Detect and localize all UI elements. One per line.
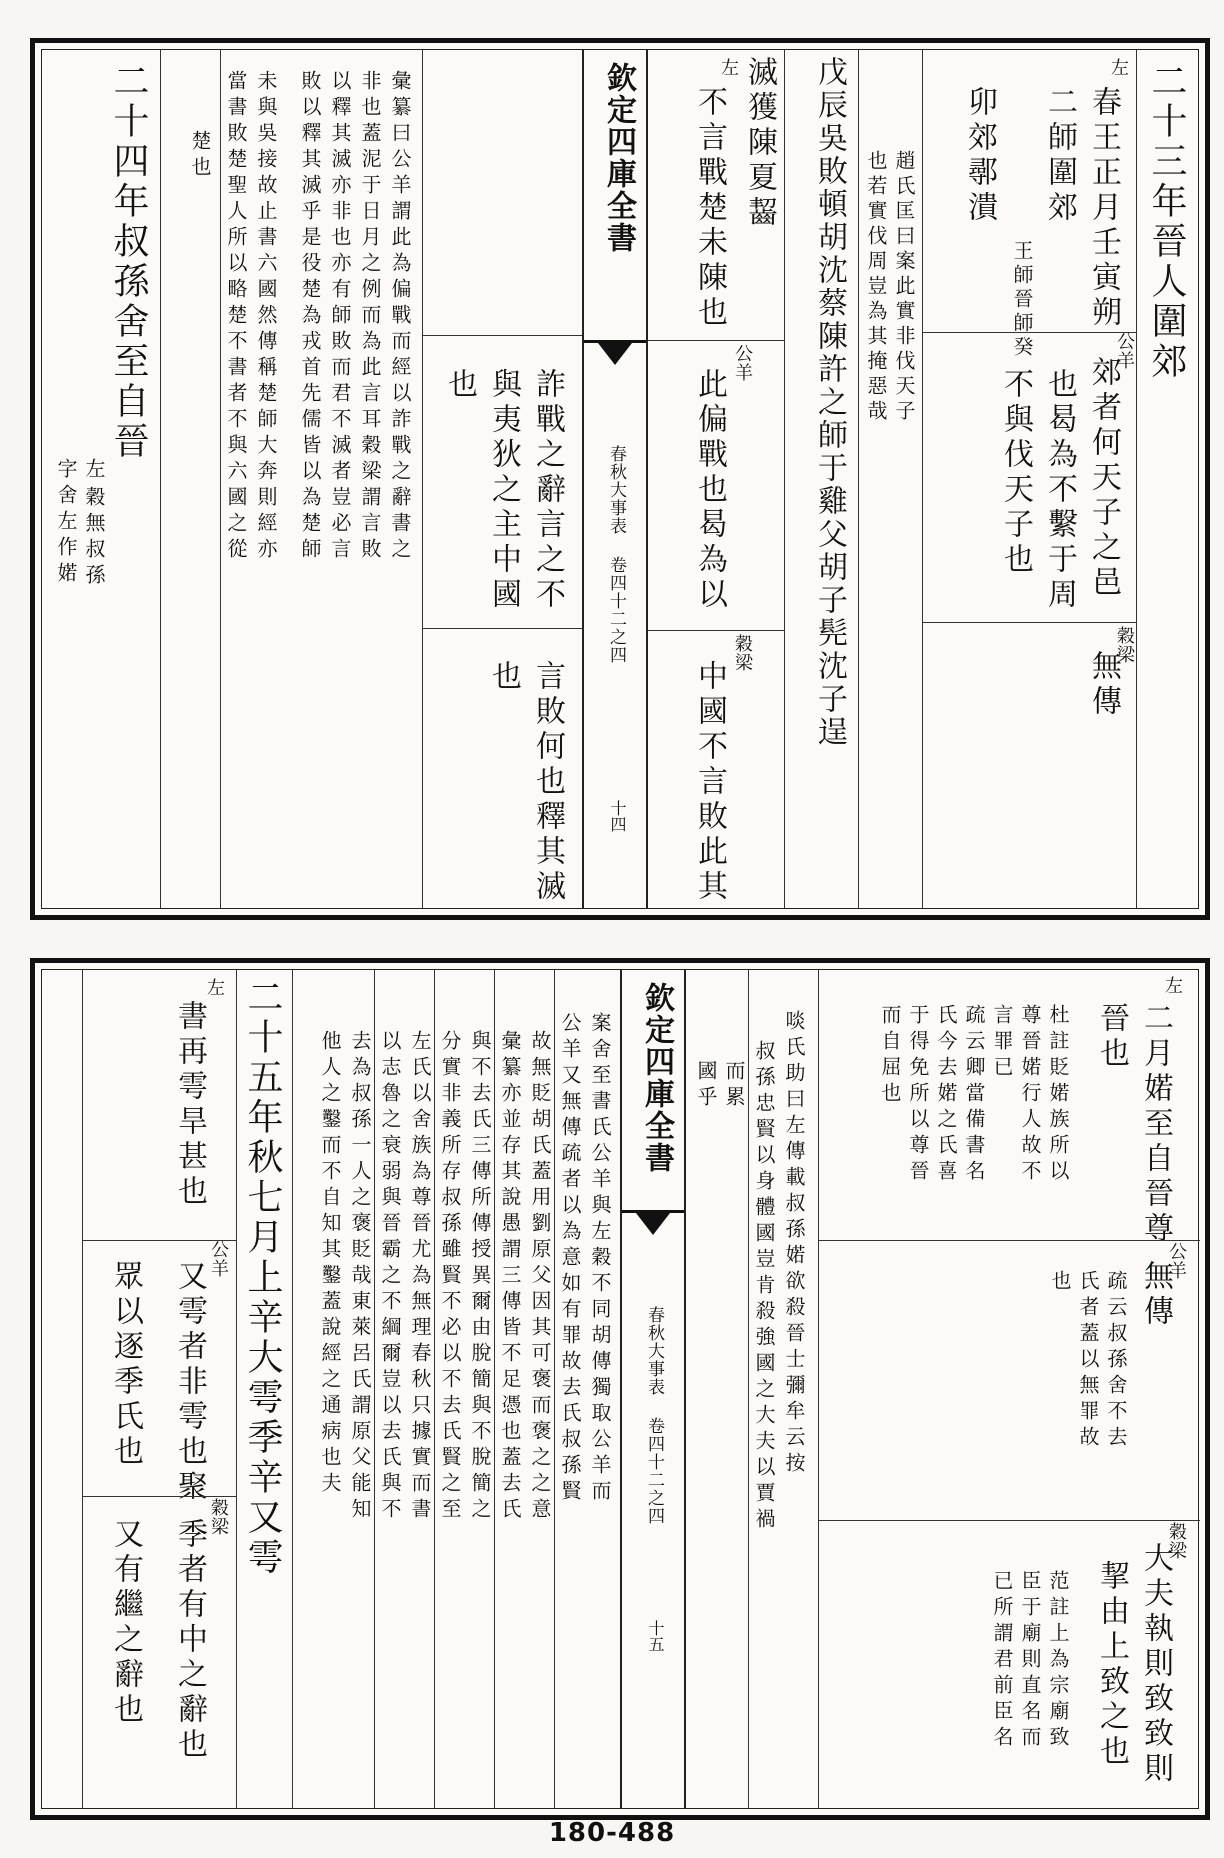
guliang-2-25: 又有繼之辭也 bbox=[108, 1518, 143, 1728]
zuo-main-2: 不言戰楚未陳也 bbox=[692, 86, 727, 331]
bnote-4: 彙纂亦並存其說愚謂三傳皆不足憑也蓋去氏 bbox=[498, 1030, 522, 1524]
bnote-5: 與不去氏三傳所傳授異爾由脫簡與不脫簡之 bbox=[468, 1030, 492, 1524]
gongyang-main-25: 又雩者非雩也聚 bbox=[172, 1260, 207, 1505]
du-line-2: 尊晉婼行人故不 bbox=[1018, 1004, 1042, 1186]
zha-line-1: 詐戰之辭言之不 bbox=[530, 368, 565, 613]
gongyang-note-1: 疏云叔孫舍不去 bbox=[1104, 1270, 1128, 1452]
zuo-main-b: 二月婼至自晉尊 bbox=[1138, 1002, 1173, 1247]
zha-line-3: 也 bbox=[442, 368, 477, 403]
bai-line-2: 也 bbox=[486, 660, 521, 695]
zuo-entry-2-note: 王師晉師癸 bbox=[1010, 240, 1034, 360]
book-title: 欽定四庫全書 bbox=[601, 62, 636, 254]
gongyang-2-25: 眾以逐季氏也 bbox=[108, 1260, 143, 1470]
fan-line-3: 已所謂君前臣名 bbox=[990, 1570, 1014, 1752]
guliang-tag: 穀梁 bbox=[1114, 626, 1135, 664]
zuo-entry-3: 卯郊鄩潰 bbox=[962, 86, 997, 226]
dan-line-3: 國乎 bbox=[694, 1060, 718, 1112]
shu-line-4: 而自屈也 bbox=[878, 1004, 902, 1108]
gongyang-3: 不與伐天子也 bbox=[998, 368, 1033, 578]
top-page bbox=[30, 38, 1210, 920]
note-line-7: 楚也 bbox=[188, 130, 212, 182]
bnote-6: 分實非義所存叔孫雖賢不必以不去氏賢之至 bbox=[438, 1030, 462, 1524]
gongyang-2: 也曷為不繫于周 bbox=[1042, 368, 1077, 613]
bnote-9: 去為叔孫一人之褒貶哉東萊呂氏謂原父能知 bbox=[348, 1030, 372, 1524]
zhao-note-2: 也若實伐周豈為其掩惡哉 bbox=[864, 150, 888, 425]
dan-line-2: 叔孫忠賢以身體國豈肯殺強國之大夫以賈禍 bbox=[752, 1040, 776, 1534]
zuo-tag: 左 bbox=[1108, 58, 1129, 76]
bnote-8: 以志魯之衰弱與晉霸之不綱爾豈以去氏與不 bbox=[378, 1030, 402, 1524]
note-line-1: 彙纂曰公羊謂此為偏戰而經以詐戰之辭書之 bbox=[388, 70, 412, 564]
fan-line-2: 臣于廟則直名而 bbox=[1018, 1570, 1042, 1752]
bnote-2: 公羊又無傳疏者以為意如有罪故去氏叔孫賢 bbox=[558, 1012, 582, 1506]
gongyang-tag-2: 公羊 bbox=[732, 344, 753, 382]
note-line-6: 當書敗楚聖人所以略楚不書者不與六國之從 bbox=[224, 70, 248, 564]
zuo-main-25: 書再雩旱甚也 bbox=[172, 1000, 207, 1210]
du-line-3: 言罪已 bbox=[990, 1004, 1014, 1082]
wuchen-line-2: 滅獲陳夏齧 bbox=[742, 56, 777, 231]
note-line-5: 未與吳接故止書六國然傳稱楚師大奔則經亦 bbox=[254, 70, 278, 564]
guliang-main-b2: 挈由上致之也 bbox=[1094, 1560, 1129, 1770]
center-strip-bottom bbox=[620, 970, 686, 1808]
guliang-tag-b: 穀梁 bbox=[1166, 1522, 1187, 1560]
du-line-1: 杜註貶婼族所以 bbox=[1046, 1004, 1070, 1186]
bottom-page bbox=[30, 958, 1210, 1820]
dan-line-3b: 而累 bbox=[722, 1060, 746, 1112]
note-line-2: 非也蓋泥于日月之例而為此言耳穀梁謂言敗 bbox=[358, 70, 382, 564]
note-line-3: 以釋其滅亦非也亦有師敗而君不滅者豈必言 bbox=[328, 70, 352, 564]
guliang-main-b1: 大夫執則致致則 bbox=[1138, 1542, 1173, 1787]
guliang-tag-25: 穀梁 bbox=[208, 1498, 229, 1536]
zuo-tag-2: 左 bbox=[718, 58, 739, 76]
bottom-page-frame bbox=[41, 969, 1199, 1809]
gongyang-tag-25: 公羊 bbox=[208, 1240, 229, 1278]
gongyang-note-2: 氏者蓋以無罪故 bbox=[1076, 1270, 1100, 1452]
zuo-entry-main: 春王正月壬寅朔 bbox=[1086, 86, 1121, 331]
zuo-main-24: 穀無叔孫 bbox=[82, 486, 106, 590]
bnote-1: 案舍至書氏公羊與左穀不同胡傳獨取公羊而 bbox=[588, 1012, 612, 1506]
fish-tail-mark bbox=[584, 340, 646, 373]
zuo-tag-25: 左 bbox=[204, 978, 225, 996]
wuchen-line-1: 戊辰吳敗頓胡沈蔡陳許之師于雞父胡子髡沈子逞 bbox=[812, 56, 847, 749]
center-strip-top bbox=[582, 50, 648, 908]
gongyang-main: 郊者何天子之邑 bbox=[1086, 356, 1121, 601]
guliang-tag-2: 穀梁 bbox=[732, 634, 753, 672]
guliang-main: 無傳 bbox=[1086, 650, 1121, 720]
zuo-main-24b: 字舍左作婼 bbox=[54, 458, 78, 588]
zuo-entry-2: 二師圍郊 bbox=[1042, 86, 1077, 226]
shu-line-3: 于得免所以尊晉 bbox=[906, 1004, 930, 1186]
gongyang-tag: 公羊 bbox=[1114, 332, 1135, 370]
gongyang-main-2: 此偏戰也曷為以 bbox=[692, 368, 727, 613]
gongyang-tag-b: 公羊 bbox=[1166, 1242, 1187, 1280]
bnote-7: 左氏以舍族為尊晉尤為無理春秋只據實而書 bbox=[408, 1030, 432, 1524]
guliang-main-25: 季者有中之辭也 bbox=[172, 1518, 207, 1763]
gongyang-main-b: 無傳 bbox=[1138, 1260, 1173, 1330]
page-number: 180-488 bbox=[548, 1818, 676, 1848]
folio-number: 十四 bbox=[608, 800, 627, 832]
volume-label: 春秋大事表 卷四十二之四 bbox=[606, 445, 626, 664]
year-heading-23: 二十三年晉人圍郊 bbox=[1146, 62, 1187, 382]
bnote-10: 他人之鑿而不自知其鑿蓋說經之通病也夫 bbox=[318, 1030, 342, 1498]
zuo-tag-b: 左 bbox=[1162, 976, 1183, 994]
fish-tail-mark-b bbox=[622, 1210, 684, 1243]
fan-line-1: 范註上為宗廟致 bbox=[1046, 1570, 1070, 1752]
zhao-note-1: 趙氏匡曰案此實非伐天子 bbox=[892, 150, 916, 425]
dan-line-1: 啖氏助曰左傳載叔孫婼欲殺晉士彌牟云按 bbox=[782, 1010, 806, 1478]
book-title-b: 欽定四庫全書 bbox=[639, 982, 674, 1174]
zha-line-2: 與夷狄之主中國 bbox=[486, 368, 521, 613]
note-line-4: 敗以釋其滅乎是役楚為戎首先儒皆以為楚師 bbox=[298, 70, 322, 564]
bnote-3: 故無貶胡氏蓋用劉原父因其可褒而褒之之意 bbox=[528, 1030, 552, 1524]
guliang-main-2: 中國不言敗此其 bbox=[692, 660, 727, 905]
year-heading-24: 二十四年叔孫舍至自晉 bbox=[108, 62, 149, 462]
volume-label-b: 春秋大事表 卷四十二之四 bbox=[644, 1306, 664, 1525]
zuo-tag-24: 左 bbox=[82, 458, 106, 484]
top-page-frame bbox=[41, 49, 1199, 909]
gongyang-note-3: 也 bbox=[1048, 1270, 1072, 1296]
bai-line-1: 言敗何也釋其滅 bbox=[530, 660, 565, 905]
zuo-2-b: 晉也 bbox=[1094, 1002, 1129, 1072]
shu-line-2: 氏今去婼之氏喜 bbox=[934, 1004, 958, 1186]
year-heading-25: 二十五年秋七月上辛大雩季辛又雩 bbox=[242, 978, 283, 1578]
folio-number-b: 十五 bbox=[646, 1620, 665, 1652]
shu-line-1: 疏云卿當備書名 bbox=[962, 1004, 986, 1186]
